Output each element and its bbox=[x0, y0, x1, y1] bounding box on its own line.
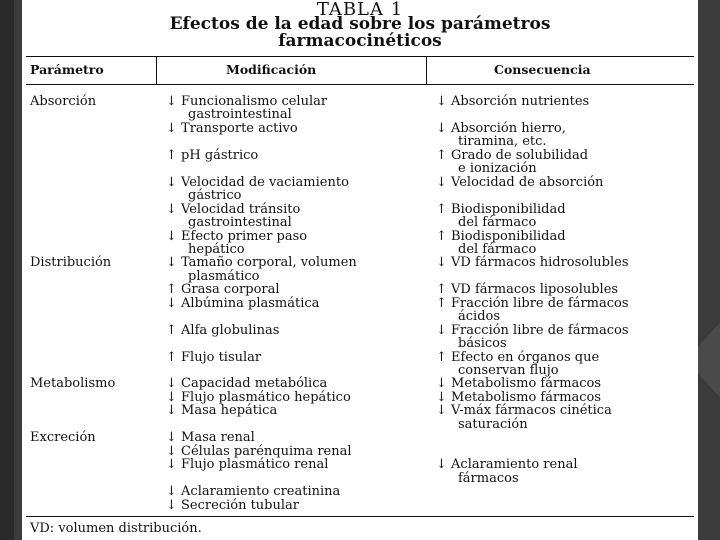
consequence-cell: ↑ Biodisponibilidad bbox=[436, 201, 566, 217]
consequence-cell: ↓ Absorción nutrientes bbox=[436, 94, 590, 109]
consequence-cell: ácidos bbox=[458, 309, 501, 325]
modification-cell: ↓ Efecto primer paso bbox=[166, 228, 308, 244]
modification-cell: ↓ Tamaño corporal, volumen bbox=[166, 255, 357, 271]
footer-rule bbox=[26, 516, 694, 517]
consequence-cell: ↑ Efecto en órganos que bbox=[436, 349, 600, 365]
modification-cell: ↓ Flujo plasmático hepático bbox=[166, 389, 351, 405]
modification-cell: gastrointestinal bbox=[188, 215, 292, 231]
modification-cell: ↑ Alfa globulinas bbox=[166, 322, 280, 338]
header-bottom-rule bbox=[26, 84, 694, 85]
modification-cell: ↓ Albúmina plasmática bbox=[166, 295, 320, 311]
consequence-cell: ↓ V-máx fármacos cinética bbox=[436, 403, 612, 419]
modification-cell: ↓ Masa hepática bbox=[166, 403, 278, 419]
consequence-cell: ↓ Fracción libre de fármacos bbox=[436, 322, 629, 338]
modification-cell: gástrico bbox=[188, 188, 242, 204]
consequence-cell: ↑ Grado de solubilidad bbox=[436, 147, 589, 163]
modification-cell: ↓ Capacidad metabólica bbox=[166, 376, 328, 392]
column-header-consecuencia: Consecuencia bbox=[494, 62, 591, 77]
consequence-cell: ↓ Metabolismo fármacos bbox=[436, 389, 602, 405]
consequence-cell: ↑ Biodisponibilidad bbox=[436, 228, 566, 244]
consequence-cell: conservan flujo bbox=[458, 363, 559, 378]
modification-cell: plasmático bbox=[188, 268, 260, 284]
modification-cell: ↑ pH gástrico bbox=[166, 147, 259, 163]
table-number: TABLA 1 bbox=[316, 0, 404, 20]
consequence-cell: básicos bbox=[458, 336, 507, 352]
parameter-label: Excreción bbox=[30, 430, 96, 446]
modification-cell: ↓ Velocidad tránsito bbox=[166, 201, 301, 217]
modification-cell: ↓ Células parénquima renal bbox=[166, 443, 352, 459]
parameter-label: Metabolismo bbox=[30, 376, 116, 392]
consequence-cell: saturación bbox=[458, 416, 528, 432]
column-divider-1 bbox=[156, 56, 157, 84]
modification-cell: ↓ Secreción tubular bbox=[166, 497, 299, 513]
consequence-cell: ↑ Fracción libre de fármacos bbox=[436, 295, 629, 311]
table-title-line2: farmacocinéticos bbox=[278, 31, 442, 51]
consequence-cell: e ionización bbox=[458, 161, 537, 177]
consequence-cell: tiramina, etc. bbox=[458, 134, 547, 150]
modification-cell: hepático bbox=[188, 241, 245, 257]
consequence-cell: del fármaco bbox=[458, 215, 537, 231]
parameter-label: Absorción bbox=[30, 94, 97, 109]
modification-cell: ↑ Grasa corporal bbox=[166, 282, 280, 298]
modification-cell: ↓ Funcionalismo celular bbox=[166, 94, 328, 109]
modification-cell: ↑ Flujo tisular bbox=[166, 349, 262, 365]
consequence-cell: fármacos bbox=[458, 470, 519, 486]
table-title-line1: Efectos de la edad sobre los parámetros bbox=[169, 14, 551, 34]
consequence-cell: ↓ Metabolismo fármacos bbox=[436, 376, 602, 392]
footnote: VD: volumen distribución. bbox=[30, 521, 202, 536]
modification-cell: ↓ Masa renal bbox=[166, 430, 255, 446]
consequence-cell: ↓ VD fármacos hidrosolubles bbox=[436, 255, 629, 271]
consequence-cell: ↓ Velocidad de absorción bbox=[436, 174, 604, 190]
consequence-cell: ↓ Aclaramiento renal bbox=[436, 457, 578, 473]
table-page bbox=[22, 0, 698, 540]
column-header-modificacion: Modificación bbox=[226, 62, 317, 77]
consequence-cell: ↑ VD fármacos liposolubles bbox=[436, 282, 619, 298]
modification-cell: gastrointestinal bbox=[188, 107, 292, 123]
parameter-label: Distribución bbox=[30, 255, 112, 271]
modification-cell: ↓ Aclaramiento creatinina bbox=[166, 484, 341, 500]
modification-cell: ↓ Velocidad de vaciamiento bbox=[166, 174, 349, 190]
modification-cell: ↓ Flujo plasmático renal bbox=[166, 457, 329, 473]
consequence-cell: ↓ Absorción hierro, bbox=[436, 120, 566, 136]
header-top-rule bbox=[26, 56, 694, 57]
modification-cell: ↓ Transporte activo bbox=[166, 120, 298, 136]
column-divider-2 bbox=[426, 56, 427, 84]
consequence-cell: del fármaco bbox=[458, 241, 537, 257]
column-header-parametro: Parámetro bbox=[30, 62, 104, 77]
